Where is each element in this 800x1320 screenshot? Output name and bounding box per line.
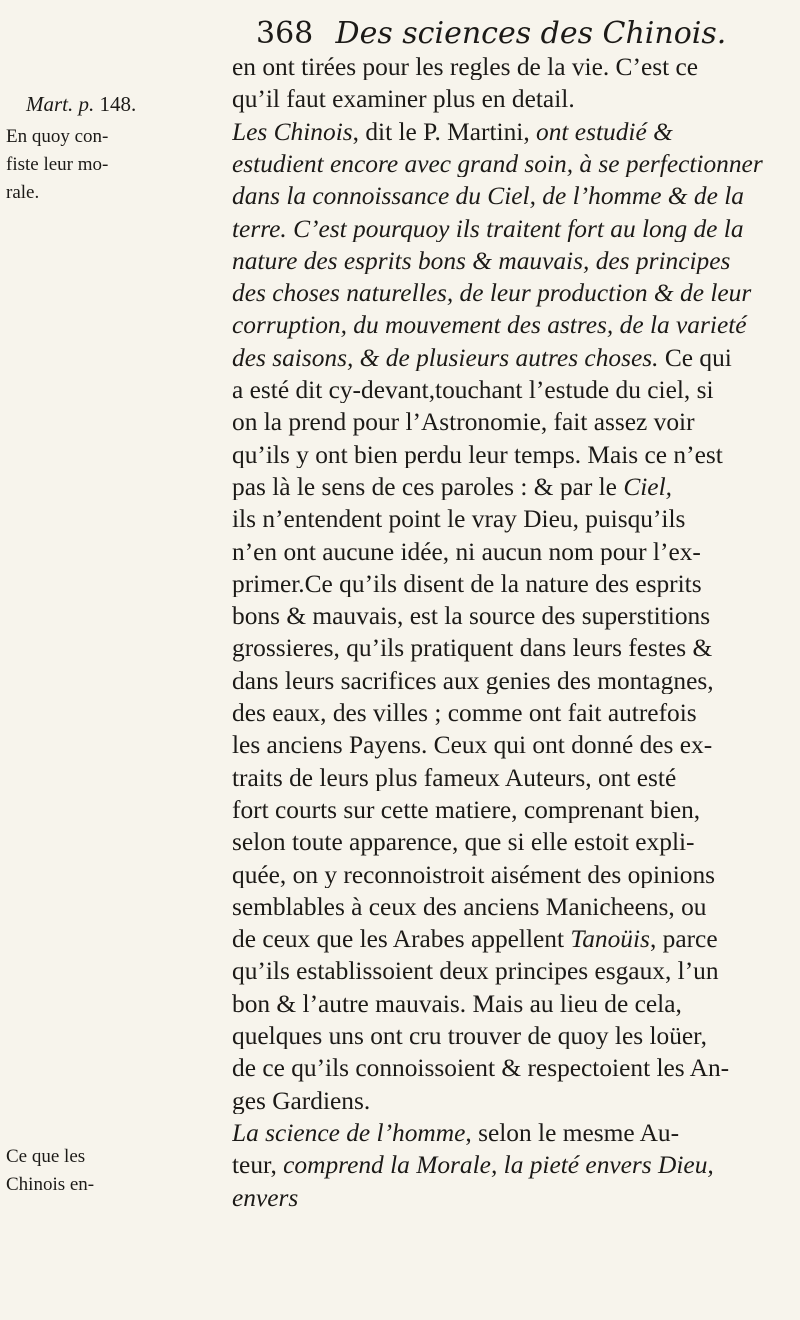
italic-segment: terre. C’est pourquoy ils traitent fort au long de la (232, 216, 744, 242)
text-line (232, 1186, 772, 1211)
text-segment: teur, (232, 1153, 284, 1179)
margin-reference-number: 148. (99, 92, 137, 116)
text-line (232, 1056, 772, 1081)
text-line (232, 636, 772, 661)
text-line (232, 281, 772, 306)
italic-segment: des choses naturelles, de leur production & de leur (232, 281, 752, 307)
italic-segment: Tanoüis (570, 927, 650, 953)
text-segment: , dit le P. Martini, (352, 119, 537, 145)
text-line (232, 927, 772, 952)
margin-note-1-line-2: fiste leur mo- (6, 154, 109, 175)
text-segment: selon toute apparence, que si elle estoit expli- (232, 830, 695, 856)
text-segment: quelques uns ont cru trouver de quoy les loüer, (232, 1024, 707, 1050)
text-line (232, 895, 772, 920)
text-line (232, 410, 772, 435)
page-number: 368 (256, 16, 314, 51)
running-header (256, 16, 726, 51)
text-line (232, 572, 772, 597)
margin-note-2-line-2: Chinois en- (6, 1174, 95, 1195)
margin-reference-label: Mart. p. (26, 92, 95, 116)
text-line (232, 184, 772, 209)
text-segment: grossieres, qu’ils pratiquent dans leurs festes & (232, 636, 713, 662)
text-segment: en ont tirées pour les regles de la vie. C’est ce (232, 55, 699, 81)
text-line (232, 766, 772, 791)
text-line (232, 1024, 772, 1049)
text-segment: quée, on y reconnoistroit aisément des opinions (232, 862, 716, 888)
italic-segment: nature des esprits bons & mauvais, des principes (232, 248, 731, 275)
text-line (232, 540, 772, 565)
text-line (232, 959, 772, 984)
text-line (232, 475, 772, 500)
text-line (232, 604, 772, 629)
text-segment: bons & mauvais, est la source des superstitions (232, 604, 711, 630)
margin-reference (26, 92, 136, 117)
text-segment: des eaux, des villes ; comme ont fait autrefois (232, 701, 697, 727)
italic-segment: comprend la Morale, la pieté envers Dieu, (283, 1153, 714, 1179)
text-line (232, 1089, 772, 1114)
text-segment: qu’ils y ont bien perdu leur temps. Mais ce n’est (232, 442, 723, 468)
text-segment: de ceux que les Arabes appellent (232, 927, 571, 953)
text-line (232, 313, 772, 338)
text-line (232, 55, 772, 80)
text-line (232, 992, 772, 1017)
text-segment: n’en ont aucune idée, ni aucun nom pour l’ex- (232, 539, 701, 565)
text-line (232, 443, 772, 468)
text-line (232, 120, 772, 145)
italic-segment: corruption, du mouvement des astres, de la varieté (232, 313, 747, 339)
margin-note-1-line-1: En quoy con- (6, 126, 109, 147)
text-segment: traits de leurs plus fameux Auteurs, ont esté (232, 765, 677, 791)
text-segment: les anciens Payens. Ceux qui ont donné des ex- (232, 733, 713, 759)
italic-segment: Ciel, (623, 474, 672, 501)
text-segment: bon & l’autre mauvais. Mais au lieu de cela, (232, 991, 682, 1018)
text-segment: ils n’entendent point le vray Dieu, puisqu’ils (232, 507, 686, 533)
margin-note-1-line-3: rale. (6, 182, 40, 203)
italic-segment: estudient encore avec grand soin, à se perfectionner (232, 151, 763, 178)
text-line (232, 249, 772, 274)
text-segment: ges Gardiens. (232, 1088, 371, 1114)
text-line (232, 798, 772, 823)
text-line (232, 863, 772, 888)
text-segment: qu’il faut examiner plus en detail. (232, 87, 575, 113)
text-segment: pas là le sens de ces paroles : & par le (232, 474, 624, 501)
text-segment: dans leurs sacrifices aux genies des montagnes, (232, 668, 714, 695)
text-line (232, 152, 772, 177)
text-segment: on la prend pour l’Astronomie, fait assez voir (232, 410, 695, 436)
italic-segment: envers (232, 1185, 299, 1211)
text-segment: qu’ils establissoient deux principes esgaux, l’un (232, 959, 719, 985)
text-line (232, 217, 772, 242)
text-line (232, 701, 772, 726)
text-line (232, 733, 772, 758)
italic-segment: ont estudié & (536, 119, 673, 145)
italic-segment: dans la connoissance du Ciel, de l’homme & de la (232, 184, 744, 210)
text-segment: semblables à ceux des anciens Manicheens, ou (232, 894, 707, 921)
text-segment: , parce (649, 927, 718, 953)
text-line (232, 1153, 772, 1178)
text-line (232, 346, 772, 371)
italic-segment: des saisons, & de plusieurs autres choses. (232, 345, 659, 372)
italic-segment: La science de l’homme (232, 1120, 466, 1147)
text-line (232, 378, 772, 403)
text-segment: a esté dit cy-devant,touchant l’estude du ciel, si (232, 378, 714, 404)
running-title: Des sciences des Chinois. (335, 16, 727, 51)
italic-segment: Les Chinois (232, 119, 353, 145)
text-segment: Ce qui (658, 345, 732, 372)
text-line (232, 87, 772, 112)
text-line (232, 1121, 772, 1146)
text-line (232, 830, 772, 855)
text-segment: de ce qu’ils connoissoient & respectoient les An- (232, 1056, 730, 1082)
text-line (232, 507, 772, 532)
text-segment: , selon le mesme Au- (465, 1120, 680, 1147)
text-segment: fort courts sur cette matiere, comprenant bien, (232, 797, 701, 824)
margin-note-2-line-1: Ce que les (6, 1146, 86, 1167)
text-line (232, 669, 772, 694)
text-segment: primer.Ce qu’ils disent de la nature des esprits (232, 571, 702, 598)
